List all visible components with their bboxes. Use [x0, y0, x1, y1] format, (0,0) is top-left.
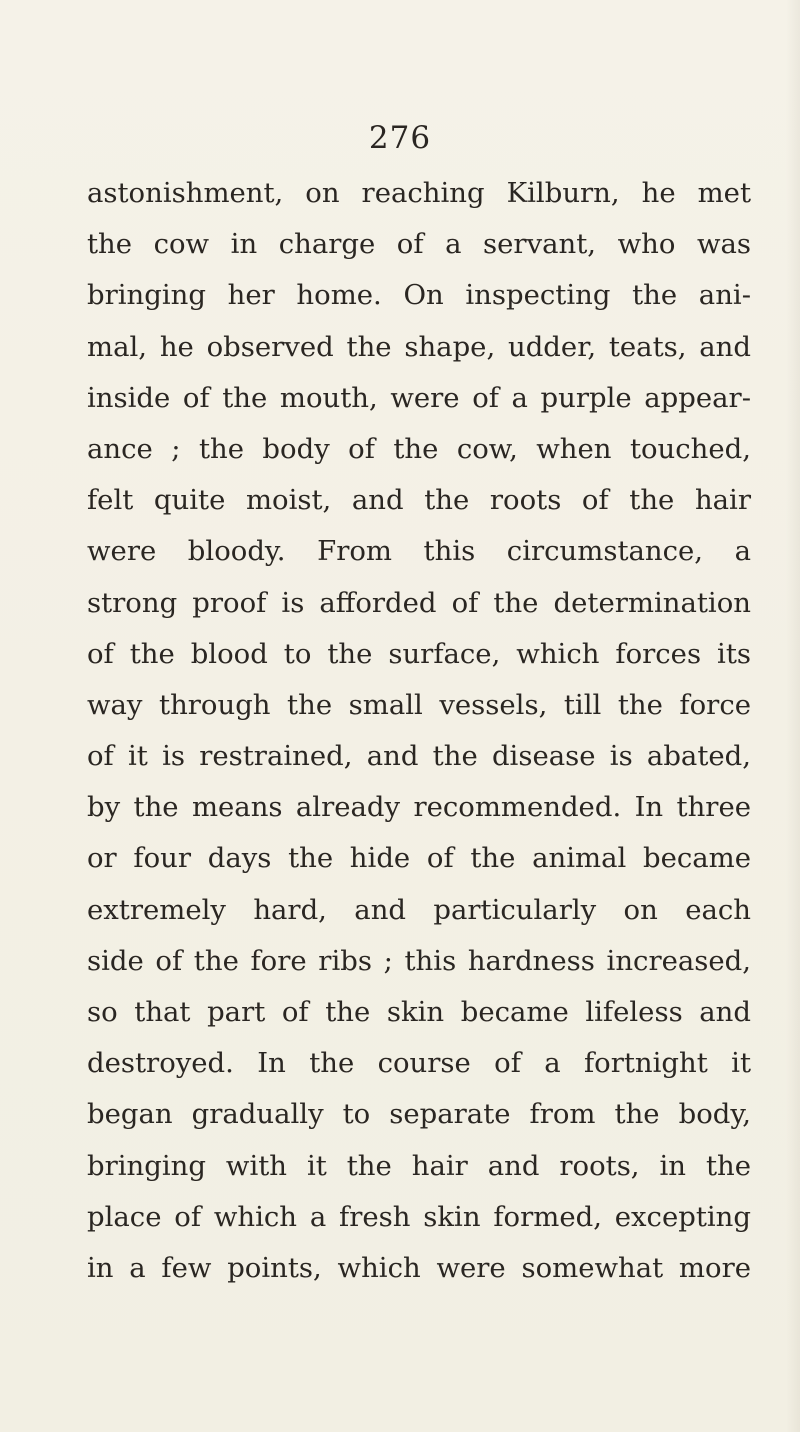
text-line: of the blood to the surface, which forces its	[87, 637, 751, 670]
text-line: place of which a fresh skin formed, excepting	[87, 1200, 751, 1233]
page-number: 276	[368, 120, 432, 156]
text-line: mal, he observed the shape, udder, teats, and	[87, 330, 751, 363]
text-line: felt quite moist, and the roots of the hair	[87, 484, 751, 517]
text-line: or four days the hide of the animal became	[87, 842, 751, 875]
text-line: the cow in charge of a servant, who was	[87, 228, 751, 261]
text-line: ance ; the body of the cow, when touched,	[87, 432, 751, 465]
text-line: astonishment, on reaching Kilburn, he met	[87, 177, 751, 209]
text-line: were bloody. From this circumstance, a	[87, 535, 751, 568]
page-edge-shadow	[786, 0, 800, 1432]
text-line: way through the small vessels, till the force	[87, 688, 751, 721]
text-line: destroyed. In the course of a fortnight it	[87, 1047, 751, 1080]
text-line: side of the fore ribs ; this hardness increased,	[87, 944, 751, 977]
text-line: in a few points, which were somewhat more	[87, 1251, 751, 1284]
text-line: of it is restrained, and the disease is abated,	[87, 740, 751, 773]
text-line: began gradually to separate from the body,	[87, 1098, 751, 1131]
text-line: strong proof is afforded of the determination	[87, 586, 751, 619]
text-line: bringing with it the hair and roots, in the	[87, 1149, 751, 1182]
text-line: extremely hard, and particularly on each	[87, 893, 751, 926]
text-line: so that part of the skin became lifeless and	[87, 996, 751, 1028]
text-line: inside of the mouth, were of a purple appear-	[87, 381, 751, 414]
text-line: bringing her home. On inspecting the ani-	[87, 279, 751, 312]
text-line: by the means already recommended. In three	[87, 791, 751, 824]
body-text	[87, 168, 751, 1294]
